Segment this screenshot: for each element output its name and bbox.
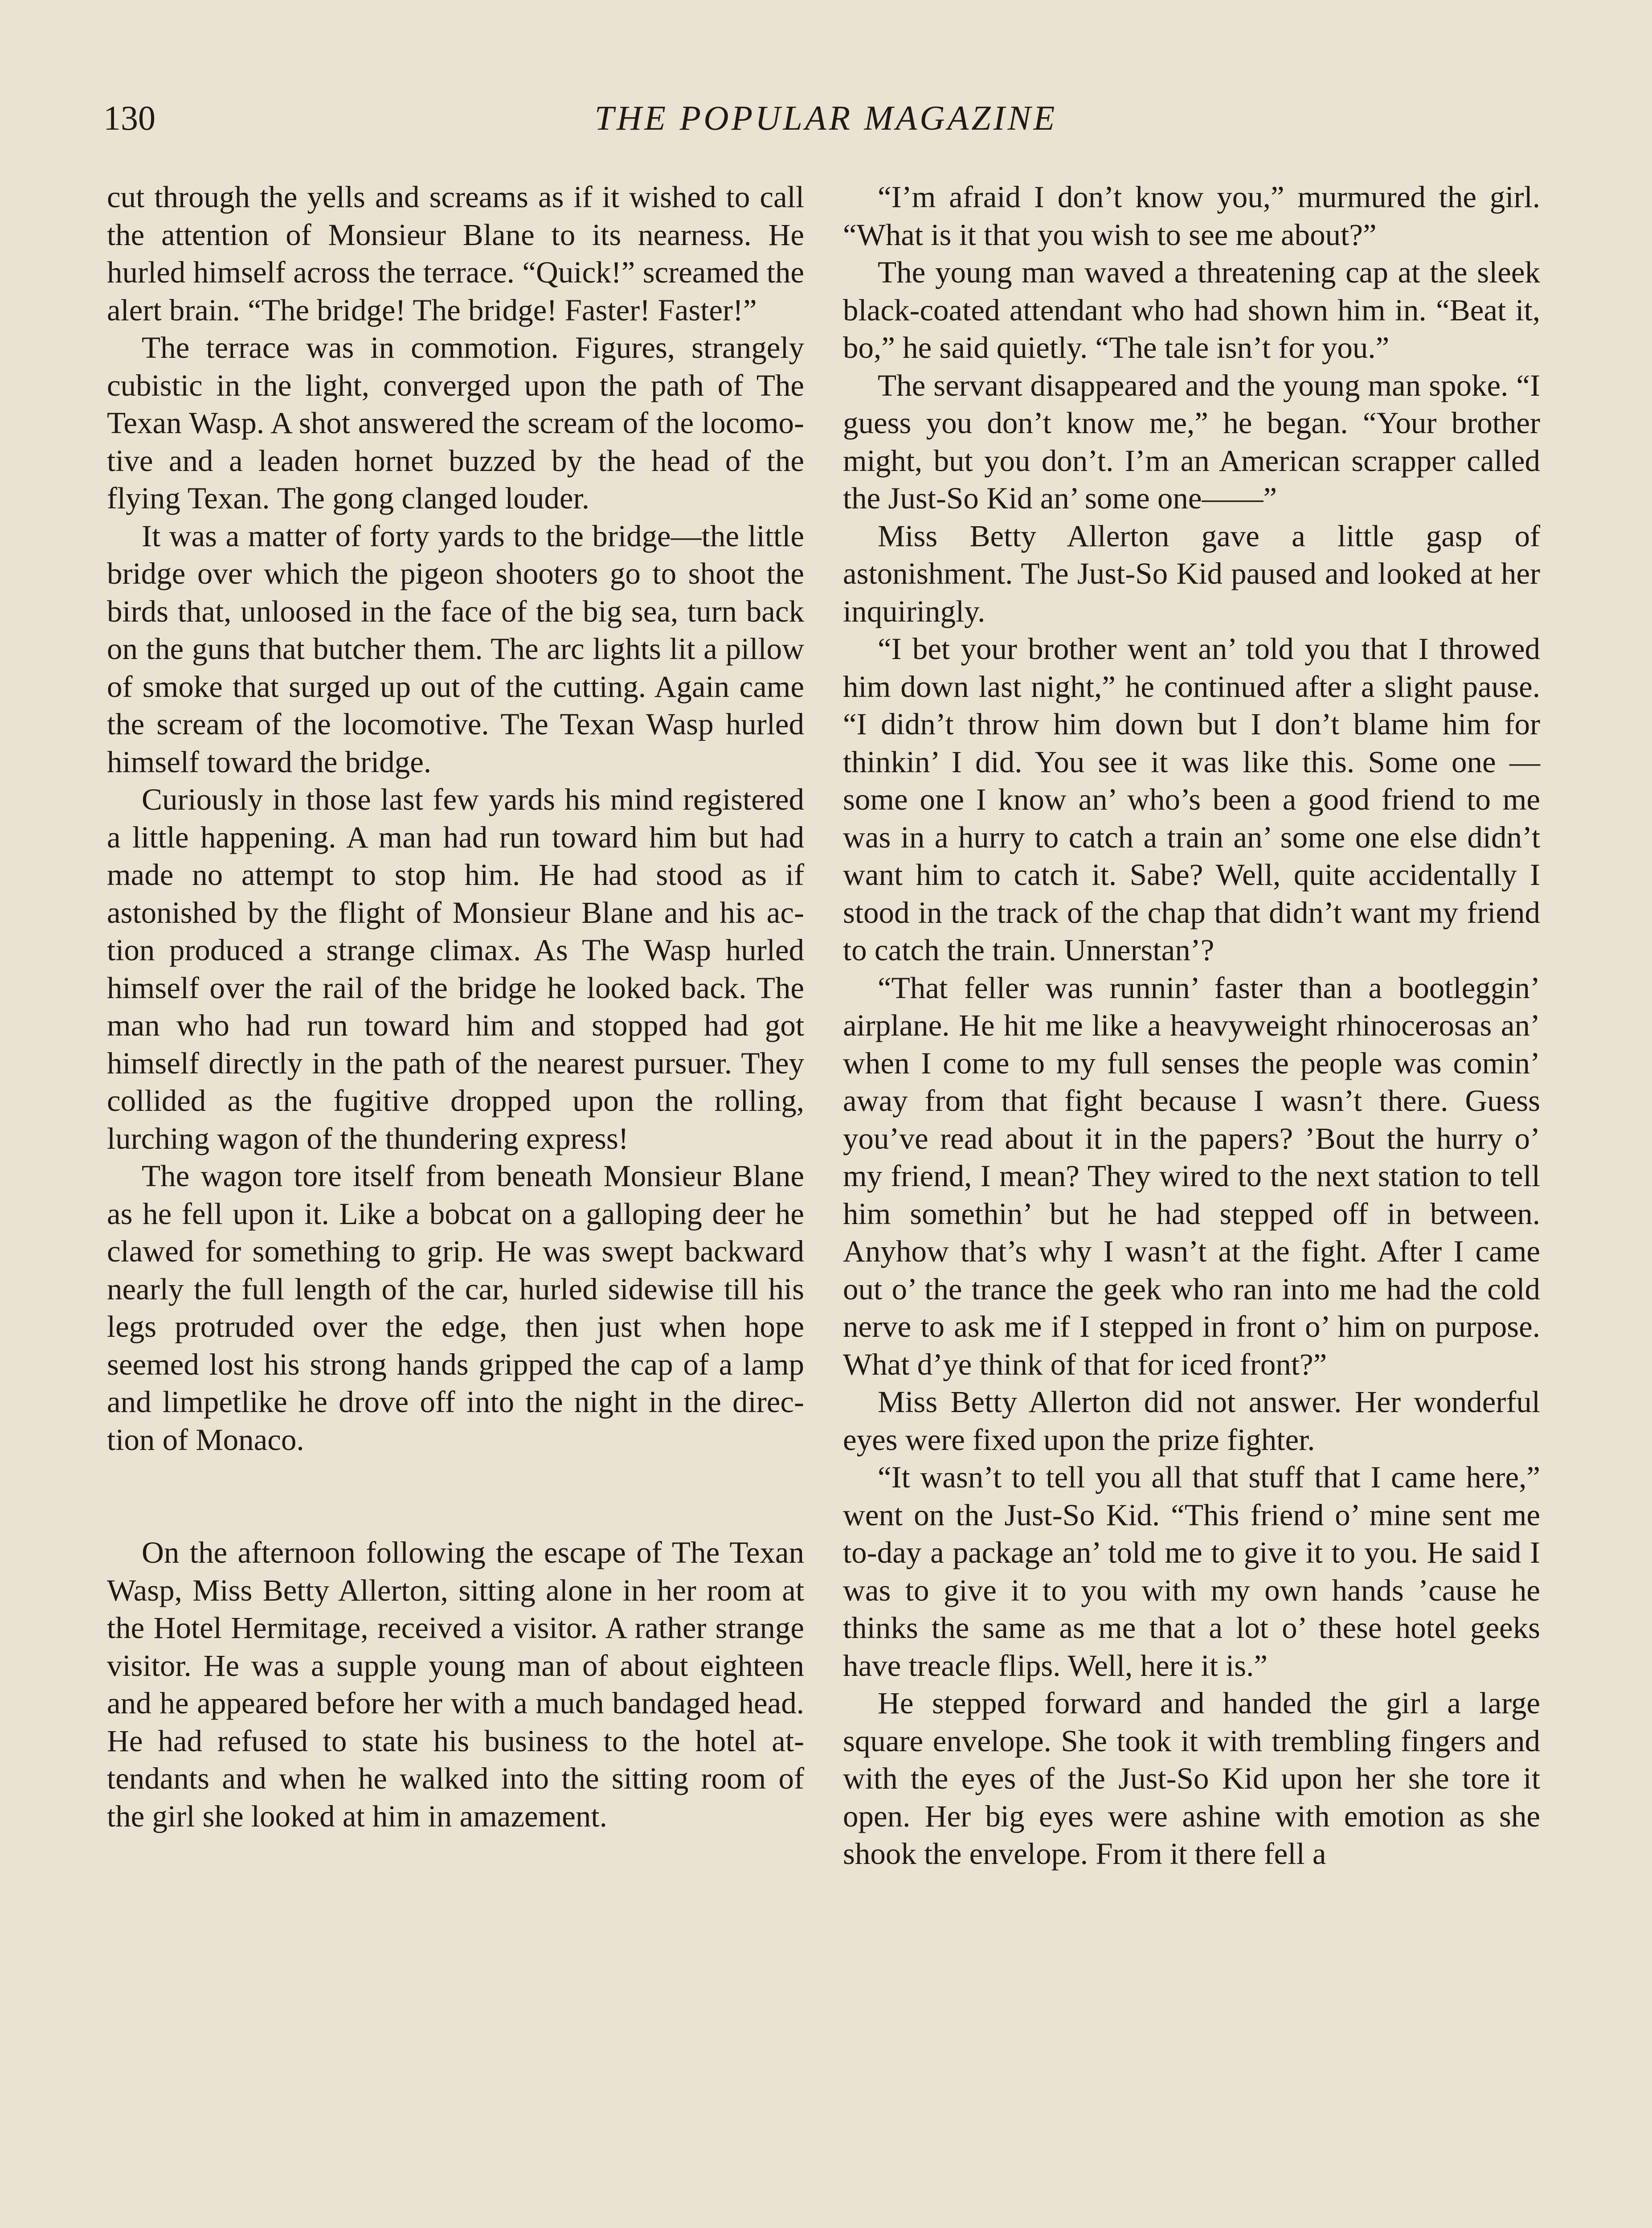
paragraph: The young man waved a threatening cap at the sleek black-coated attendant who had shown him in. “Beat it, bo,” he said quietly. “The tale isn’t for you.” — [843, 255, 1540, 365]
paragraph: The terrace was in commotion. Figures, strangely cubistic in the light, converged upon the path of The Texan Wasp. A shot answered the scream of the locomotive and a leaden hornet buzzed by the head of the flying Texan. The gong clanged louder. — [107, 331, 804, 515]
left-column — [107, 178, 804, 1835]
paragraph: “That feller was runnin’ faster than a bootleggin’ airplane. He hit me like a heavyweight rhinocerosas an’ when I come to my full senses the people was comin’ away from that fight because I wasn’t there. Guess you’ve read about it in the papers? ’Bout the hurry o’ my friend, I mean? They wired to the next station to tell him somethin’ but he had stepped off in between. Anyhow that’s why I wasn’t at the fight. After I came out o’ the trance the geek who ran into me had the cold nerve to ask me if I stepped in front o’ him on purpose. What d’ye think of that for iced front?” — [843, 971, 1540, 1381]
right-column — [843, 178, 1540, 1873]
paragraph: Miss Betty Allerton gave a little gasp of astonishment. The Just-So Kid paused and looked at her inquiringly. — [843, 519, 1540, 628]
paragraph: “I bet your brother went an’ told you that I throwed him down last night,” he continued after a slight pause. “I didn’t throw him down but I don’t blame him for thinkin’ I did. You see it was like this. Some one —some one I know an’ who’s been a good friend to me was in a hurry to catch a train an’ some one else didn’t want him to catch it. Sabe? Well, quite accidentally I stood in the track of the chap that didn’t want my friend to catch the train. Unnerstan’? — [843, 632, 1540, 967]
paragraph: cut through the yells and screams as if it wished to call the attention of Monsieur Blane to its nearness. He hurled himself across the terrace. “Quick!” screamed the alert brain. “The bridge! The bridge! Faster! Faster!” — [107, 180, 804, 327]
paragraph: He stepped forward and handed the girl a large square envelope. She took it with trembling fingers and with the eyes of the Just-So Kid upon her she tore it open. Her big eyes were ashine with emotion as she shook the envelope. From it there fell a — [843, 1686, 1540, 1871]
paragraph: It was a matter of forty yards to the bridge—the little bridge over which the pigeon shooters go to shoot the birds that, unloosed in the face of the big sea, turn back on the guns that butcher them. The arc lights lit a pillow of smoke that surged up out of the cutting. Again came the scream of the locomotive. The Texan Wasp hurled himself toward the bridge. — [107, 519, 804, 779]
page-number: 130 — [103, 98, 155, 137]
paragraph: The wagon tore itself from beneath Monsieur Blane as he fell upon it. Like a bobcat on a galloping deer he clawed for something to grip. He was swept backward nearly the full length of the car, hurled sidewise till his legs protruded over the edge, then just when hope seemed lost his strong hands gripped the cap of a lamp and limpetlike he drove off into the night in the direction of Monaco. — [107, 1159, 804, 1457]
paragraph: The servant disappeared and the young man spoke. “I guess you don’t know me,” he began. “Your brother might, but you don’t. I’m an American scrapper called the Just-So Kid an’ some one——” — [843, 368, 1540, 515]
paragraph: On the afternoon following the escape of The Texan Wasp, Miss Betty Allerton, sitting alone in her room at the Hotel Hermitage, received a visitor. A rather strange visitor. He was a supple young man of about eighteen and he appeared before her with a much bandaged head. He had refused to state his business to the hotel attendants and when he walked into the sitting room of the girl she looked at him in amazement. — [107, 1536, 804, 1833]
paragraph: “I’m afraid I don’t know you,” murmured the girl. “What is it that you wish to see me about?” — [843, 180, 1540, 252]
paragraph: Curiously in those last few yards his mind registered a little happening. A man had run toward him but had made no attempt to stop him. He had stood as if astonished by the flight of Monsieur Blane and his action produced a strange climax. As The Wasp hurled himself over the rail of the bridge he looked back. The man who had run toward him and stopped had got himself directly in the path of the nearest pursuer. They collided as the fugitive dropped upon the rolling, lurching wagon of the thundering express! — [107, 782, 804, 1155]
page-header — [0, 96, 1652, 140]
paragraph: “It wasn’t to tell you all that stuff that I came here,” went on the Just-So Kid. “This friend o’ mine sent me to-day a package an’ told me to give it to you. He said I was to give it to you with my own hands ’cause he thinks the same as me that a lot o’ these hotel geeks have treacle flips. Well, here it is.” — [843, 1460, 1540, 1683]
running-title: THE POPULAR MAGAZINE — [594, 98, 1058, 137]
paragraph: Miss Betty Allerton did not answer. Her wonderful eyes were fixed upon the prize fighter. — [843, 1385, 1540, 1457]
